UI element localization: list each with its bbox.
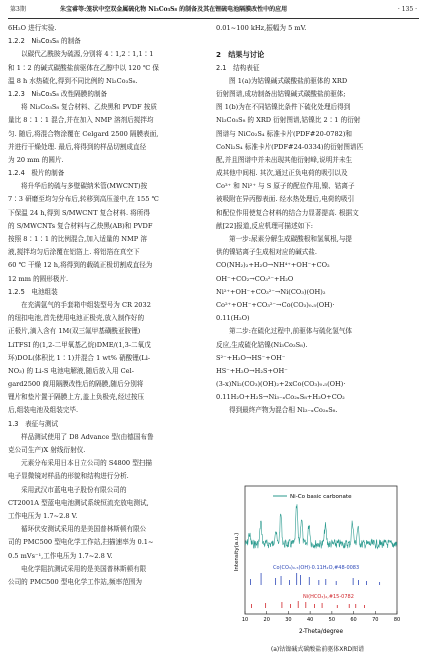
right-line: (3-x)Ni₂(CO₃)(OH)₂+2xCo(CO₃)₀.₅(OH)· [216,380,346,389]
x-ticks [242,611,400,623]
right-line: Co²⁺+OH⁻+CO₃²⁻→Co(CO₃)₀.₅(OH)· [216,300,335,309]
left-line: 克公司生产)X 射线衍射仪. [8,446,86,454]
right-line: 反应,生成硫化钴镍(Ni₃Co₃S₈). [216,340,308,349]
right-line: HS⁻+H₂O→H₂S+OH⁻ [216,366,288,375]
left-line: 温 8 h 水热硫化,得到不同比例的 Ni₃Co₃S₈. [8,76,138,85]
left-line: 量比 8∶1∶1 混合,并在加入 NMP 溶剂后搅拌均 [8,116,154,125]
right-line: 图 1(b)为在不同钴镍比条件下硫化处理后得到 [216,103,351,112]
xrd-chart [233,482,401,637]
left-line: 公司的 PMC500 型电化学工作站,频率范围为 [8,577,143,586]
x-tick-label: 30 [285,617,292,623]
right-line: OH⁻+CO₂→CO₃²⁻+H₂O [216,274,294,283]
left-line: 1.2.3 Ni₃Co₃S₈ 改性隔膜的制备 [8,89,108,98]
diffraction-curve [245,504,397,548]
left-line: 12 mm 的圆形极片. [8,274,69,283]
left-line: NO₃) 的 Li-S 电池电解液,随后放入用 Cel- [8,366,134,375]
left-line: 后,组装电池及组装完毕. [8,406,79,415]
right-line: CoNi₂S₄ 标准卡片(PDF#24-0334)的衍射图谱匹 [216,142,364,151]
right-line: 成其他中间相. 其次,通过正负电荷的吸引以及 [216,169,348,178]
right-line: 图谱与 NiCo₂S₄ 标准卡片(PDF#20-0782)和 [216,129,353,138]
xrd-figure [233,482,401,637]
left-line: 0.5 mVs⁻¹,工作电压为 1.7~2.8 V. [8,551,113,560]
left-line: 为 20 mm 的圆片. [8,155,64,164]
left-line: 锂片和垫片置于隔膜上方,盖上负极壳,经过按压 [8,393,145,402]
right-line: 2 结果与讨论 [216,50,265,60]
x-axis-label: 2-Theta/degree [298,629,344,635]
right-line: Ni²⁺+OH⁻+CO₃²⁻→Ni(CO₃)(OH)₂ [216,287,326,296]
left-line: 循环伏安测试采用的是美国普林斯顿有限公 [21,525,147,534]
reference-sticks-cobalt [250,573,379,585]
x-tick-label: 70 [372,617,379,623]
left-line: 6H₂O 进行实验. [8,24,57,32]
right-line: 0.11(H₂O) [216,314,250,323]
x-tick-label: 10 [241,617,249,623]
left-line: 将升华后的硫与多壁碳纳米管(MWCNT)按 [21,182,148,191]
left-line: CT2001A 型蓝电电池测试系统恒流充放电测试, [8,498,149,507]
issue-number: 第3期 [10,6,26,13]
y-axis-label: Intensity(a.u.) [234,532,240,572]
left-line: 样品测试使用了 D8 Advance 型(由德国布鲁 [21,432,154,441]
running-title: 朱宝睿等:笼状中空双金属硫化物 Ni₃Co₃S₈ 的制备及其在锂硫电池隔膜改性中的应用 [60,6,288,13]
left-line: 电子显微镜对样品的形貌和结构进行分析. [8,472,129,481]
left-line: 正极片,滴入含有 1M(双三氟甲基磺酰亚胺锂) [8,327,141,336]
right-line: 被吸附在异丙醇表面. 经水热处理后,电荷的吸引 [216,195,355,204]
ref-label-nickel: Ni(HCO₃)₂,#15-0782 [303,594,354,600]
right-line: 第一步:尿素分解生成碳酸根和氢氧根,与提 [229,235,353,243]
left-line: 并进行干燥处理. 最后,将得到的样品切割成直径 [8,142,147,151]
x-tick-label: 40 [306,617,314,623]
ref-label-cobalt: Co(CO₃)₀.₅(OH)·0.11H₂O,#48-0083 [273,565,360,571]
right-line: 供的镍钴离子生成相对应的碱式盐. [216,248,318,257]
header-rule [8,18,419,19]
legend-label: Ni-Co basic carbonate [290,494,352,500]
right-line [216,35,419,48]
left-line: 1.2.2 Ni₃Co₃S₈ 的制备 [8,37,81,46]
left-line: 环)DOL(体积比 1∶1)并混合 1 wt% 硝酸锂(Li- [8,353,151,362]
right-line: 第二步:在硫化过程中,前驱体与硫化氢气体 [229,327,353,336]
right-line: S²⁻+H₂O→HS⁻+OH⁻ [216,353,286,362]
left-line: 的纽扣电池,首先使用电池正极壳,放入制作好的 [8,314,145,323]
left-line: 工作电压为 1.7~2.8 V. [8,511,78,520]
left-line: gard2500 商用隔膜改性后的隔膜,随后分别将 [8,380,144,389]
right-line: 图 1(a)为钴镍碱式碳酸盐前驱体的 XRD [229,76,348,85]
right-line: Ni₃Co₃S₈ 的 XRD 衍射图谱,钴镍比 2∶1 的衍射 [216,116,361,125]
left-line: 按照 8∶1∶1 的比例混合,加入适量的 NMP 溶 [8,235,147,243]
left-line: 电化学阻抗测试采用的是美国普林斯顿有限 [21,564,147,573]
x-tick-label: 50 [328,617,336,623]
right-line: 0.01~100 kHz,振幅为 5 mV. [216,24,307,32]
left-line: 1.2.5 电池组装 [8,287,58,296]
page-number: · 135 · [397,6,417,13]
left-column [8,22,211,589]
right-column [216,22,419,418]
right-line: 献[22]报道,反应机理可描述如下: [216,221,313,230]
left-line: 60 ℃ 干燥 12 h,将得到的载硫正极切割成直径为 [8,261,153,270]
right-line: 和配位作用使复合材料的结合力显著提高. 根据文 [216,208,359,217]
reference-sticks-nickel [252,601,365,608]
left-line: 采用武汉市蓝电电子股份有限公司的 [21,485,127,494]
right-line: 2.1 结构表征 [216,63,260,72]
left-line: 1.2.4 极片的制备 [8,169,65,178]
left-line: 的 S/MWCNTs 复合材料与乙炔黑(AB)和 PVDF [8,221,153,230]
right-line: Co³⁺ 和 Ni²⁺ 与 S 原子的配位作用,镍、钴离子 [216,182,355,191]
left-line: 以碳代乙酰胺为硫源,分别将 4∶1,2∶1,1∶1 [21,50,154,59]
x-tick-label: 60 [350,617,357,623]
right-line: 衍射图谱,成功制备出钴镍碱式碳酸盐前驱体; [216,89,346,98]
right-line: 得到最终产物为混合相 Ni₃₋ₓCo₂ₓS₈. [229,406,338,415]
left-line: 司的 PMC500 型电化学工作站,扫描速率为 0.1~ [8,538,154,547]
right-line: 0.11H₂O+H₂S→Ni₃₋ₓCo₂ₓS₈+H₂O+CO₂ [216,393,345,402]
left-line: 元素分布采用日本日立公司的 S4800 型扫描 [21,459,152,468]
left-line: LiTFSI 的(1,2-二甲氧基乙烷)DME/(1,3-二氧戊 [8,340,151,349]
left-line: 和 1∶2 的碱式碳酸盐前驱体在乙醇中以 120 ℃ 保 [8,63,159,72]
left-line: 将 Ni₃Co₃S₈ 复合材料、乙炔黑和 PVDF 按质 [21,103,157,112]
left-line: 下保温 24 h,得到 S/MWCNT 复合材料. 将所得 [8,208,150,217]
x-tick-label: 20 [263,617,270,623]
right-line: CO(NH₂)₂+H₂O→NH⁴⁺+OH⁻+CO₂ [216,261,330,270]
left-line: 1.3 表征与测试 [8,419,59,428]
left-line: 液,搅拌均匀后涂覆在铝箔上. 将铝箔在真空下 [8,248,140,257]
diffraction-curve-group [245,504,397,548]
left-line: 7∶3 研磨至均匀分布后,转移到高压釜中,在 155 ℃ [8,195,159,204]
left-line: 匀. 随后,将混合物涂覆在 Celgard 2500 隔膜表面, [8,129,159,138]
figure-caption: (a)钴镍碱式碳酸盐前驱体XRD图谱 [270,646,365,653]
right-line: 配,并且图谱中并未出现其他衍射峰,说明并未生 [216,155,353,164]
left-line: 在充满氩气的手套箱中组装型号为 CR 2032 [21,300,151,309]
x-tick-label: 80 [393,617,401,623]
